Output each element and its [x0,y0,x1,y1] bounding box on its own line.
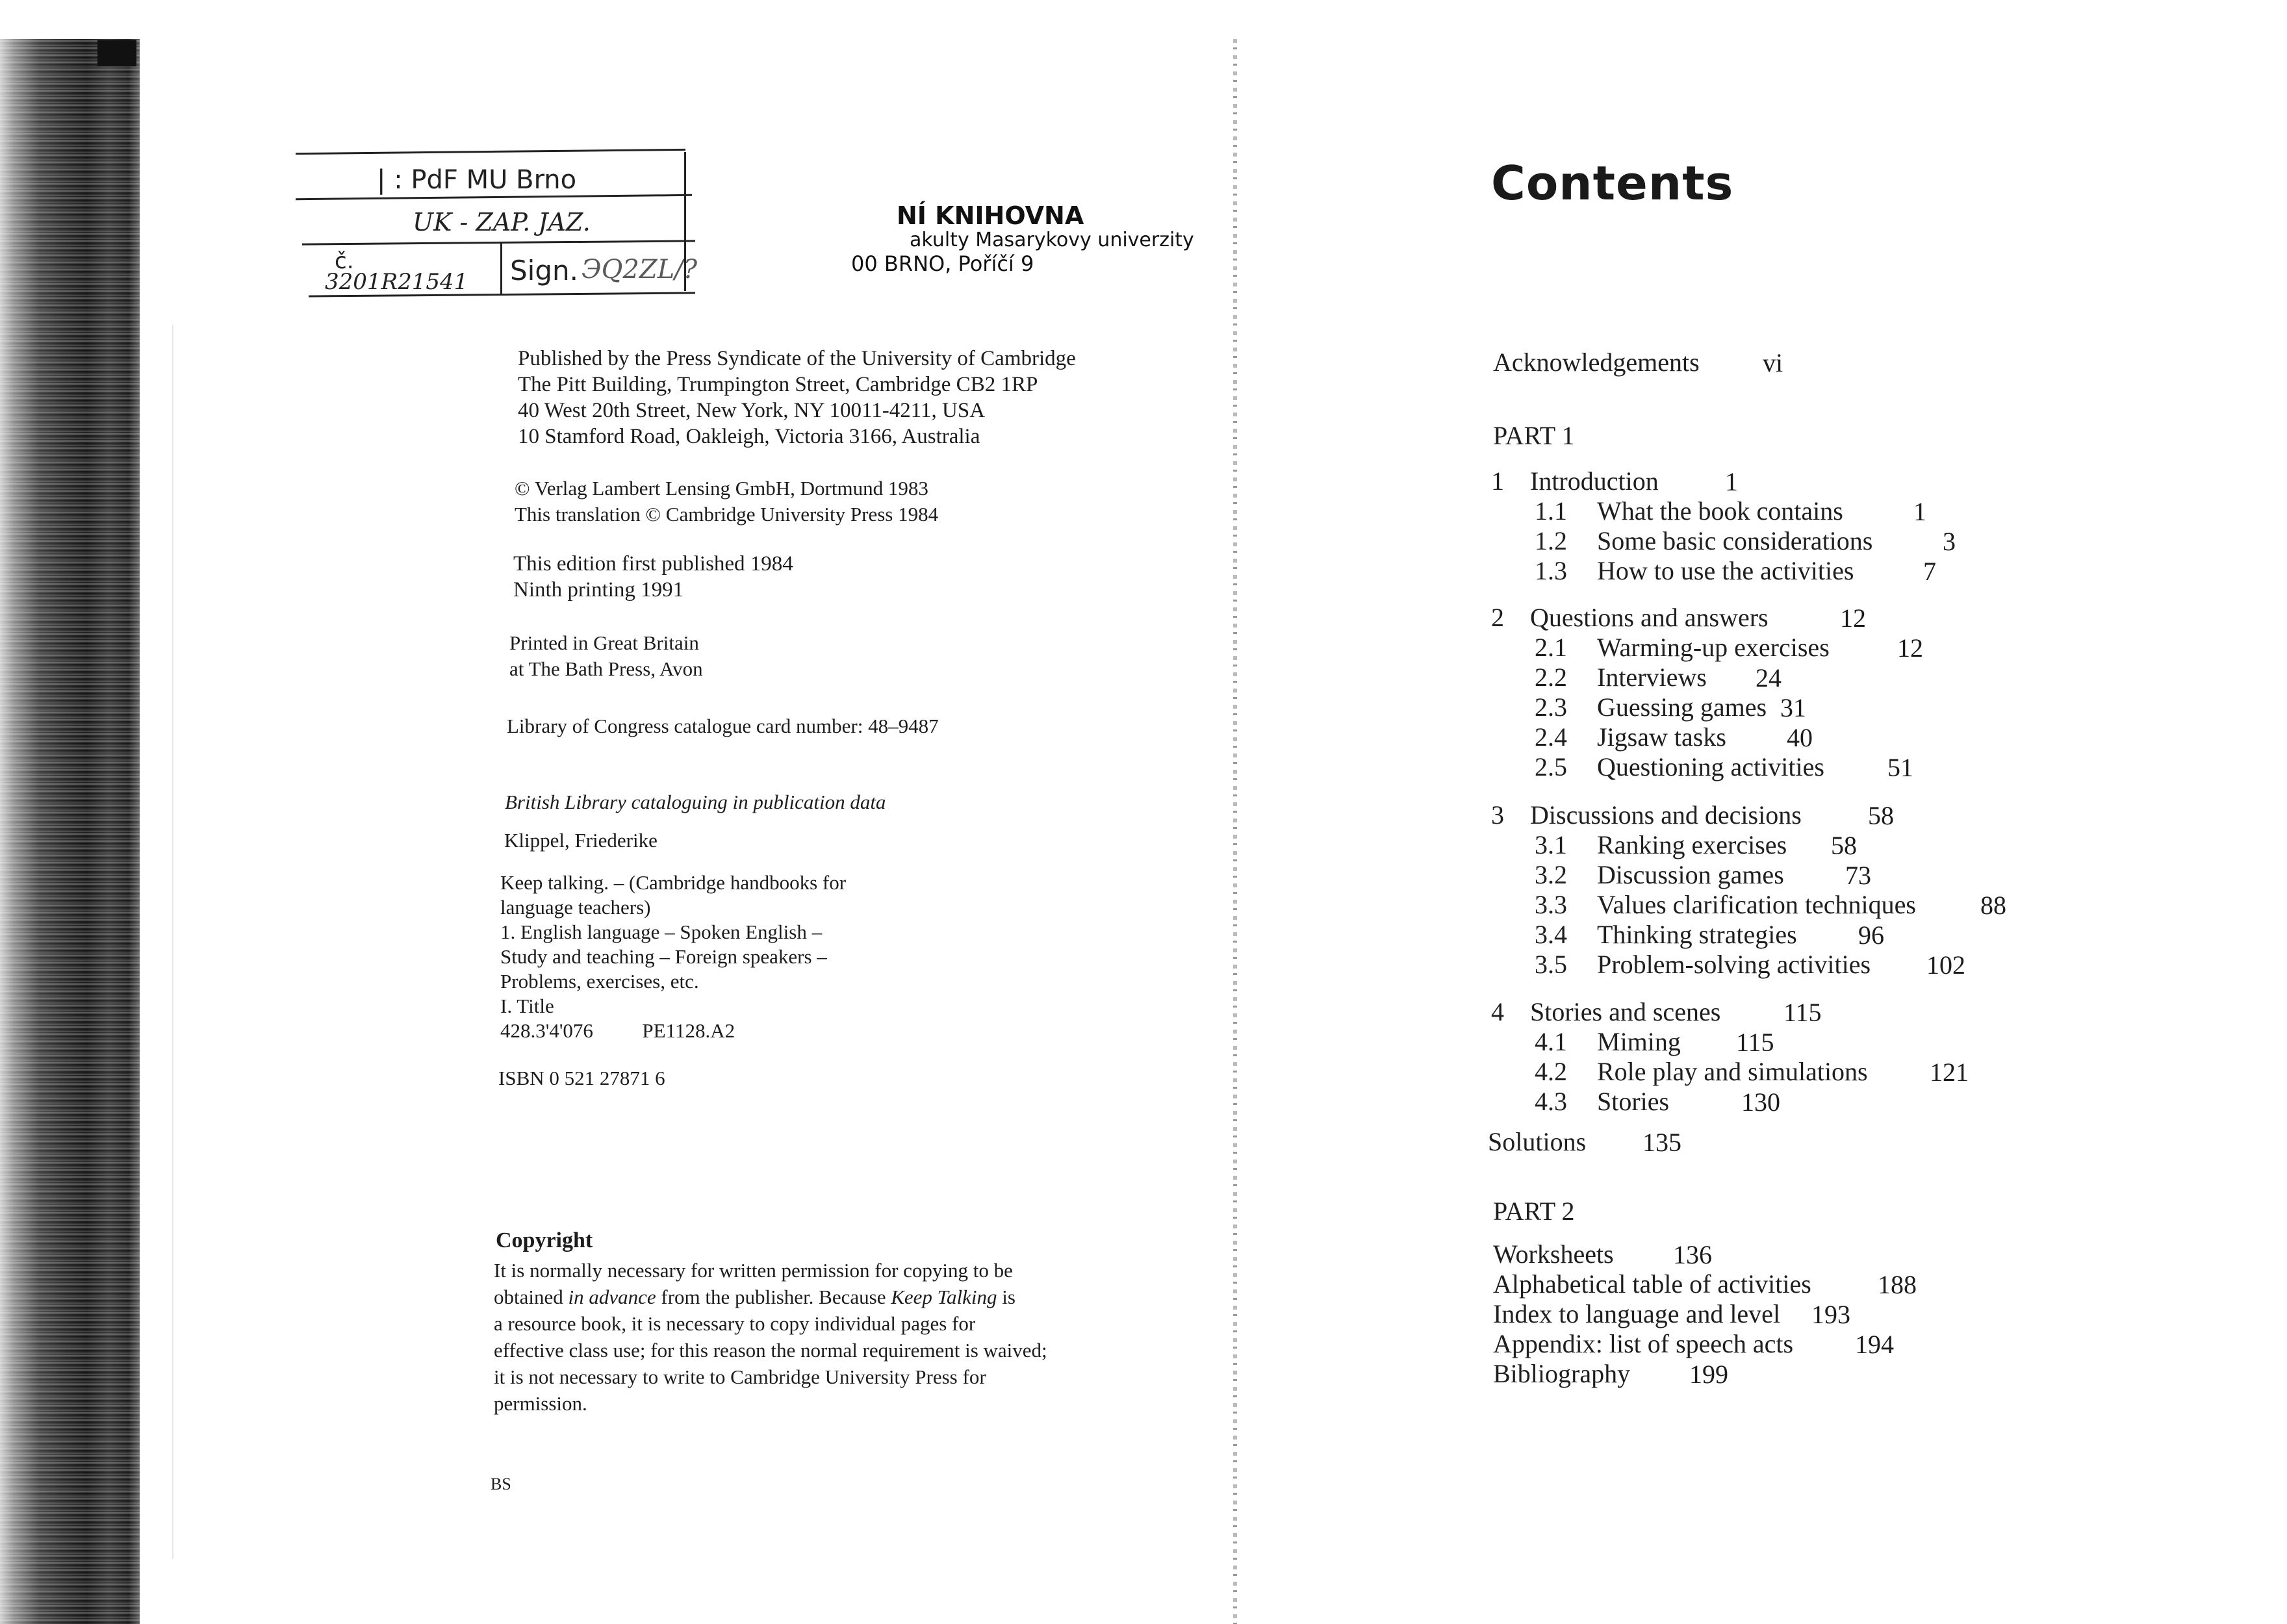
toc-chapter-page: 1 [1725,467,1738,496]
loc-card-number: Library of Congress catalogue card number: 48–9487 [507,715,939,737]
notice-line: obtained in advance from the publisher. Because Keep Talking is [494,1286,1016,1308]
part-2-heading: PART 2 [1493,1197,1575,1226]
publisher-line: The Pitt Building, Trumpington Street, Cambridge CB2 1RP [518,373,1038,396]
toc-section-number: 1.3 [1535,556,1567,585]
toc-section-title: Interviews [1597,663,1707,692]
toc-section-title: Miming [1597,1027,1681,1056]
cip-heading: British Library cataloguing in publication data [505,791,886,813]
toc-section-page: 31 [1780,693,1806,722]
toc-chapter-page: 58 [1868,801,1894,830]
toc-section-title: Ranking exercises [1597,830,1787,859]
toc-section-number: 1.1 [1535,496,1567,526]
toc-section-page: 96 [1858,920,1884,950]
cip-classification: 428.3'4'076 [500,1019,593,1042]
cip-line: Keep talking. – (Cambridge handbooks for [500,871,847,894]
toc-part-2-item: Index to language and level [1493,1299,1781,1328]
publisher-line: 40 West 20th Street, New York, NY 10011-4211, USA [518,399,986,422]
stamp-accession-number: 3201R21541 [325,269,468,295]
stamp-line-1: | : PdF MU Brno [377,165,577,195]
toc-section-title: Thinking strategies [1597,920,1797,949]
notice-line: It is normally necessary for written permission for copying to be [494,1259,1013,1282]
toc-chapter-title: Discussions and decisions [1530,800,1802,830]
toc-acknowledgements: Acknowledgements [1493,348,1700,377]
notice-line: a resource book, it is necessary to copy individual pages for [494,1312,976,1335]
toc-section-number: 2.1 [1535,633,1567,662]
publisher-line: 10 Stamford Road, Oakleigh, Victoria 3166, Australia [518,425,980,448]
toc-section-page: 102 [1926,950,1965,980]
toc-section-page: 12 [1897,633,1923,663]
toc-section-number: 3.3 [1535,890,1567,919]
toc-section-title: Discussion games [1597,860,1784,889]
cip-lc-number: PE1128.A2 [642,1019,735,1042]
copyright-line: This translation © Cambridge University Press 1984 [515,503,939,526]
scan-binding-shadow [0,39,140,1624]
toc-part-2-page: 188 [1878,1270,1917,1299]
toc-chapter-page: 115 [1783,998,1822,1027]
toc-section-title: How to use the activities [1597,556,1854,585]
library-stamp-line-3: 00 BRNO, Poříčí 9 [851,251,1034,276]
toc-acknowledgements-page: vi [1763,348,1783,377]
toc-section-page: 115 [1736,1028,1774,1057]
toc-section-number: 1.2 [1535,526,1567,555]
toc-chapter-title: Questions and answers [1530,603,1769,632]
notice-line: effective class use; for this reason the normal requirement is waived; [494,1339,1047,1362]
scan-page-edge [172,325,173,1559]
toc-chapter-page: 12 [1840,603,1866,633]
copyright-statement [515,476,938,527]
toc-chapter-number: 3 [1491,800,1504,830]
toc-part-2-page: 193 [1811,1300,1850,1329]
toc-section-number: 2.2 [1535,663,1567,692]
stamp-number-prefix: č. [335,248,354,274]
cip-line: Study and teaching – Foreign speakers – [500,945,827,968]
toc-chapter-number: 2 [1491,603,1504,632]
toc-section-title: Warming-up exercises [1597,633,1830,662]
toc-section-page: 7 [1923,557,1936,586]
toc-section-number: 3.5 [1535,950,1567,979]
toc-section-page: 121 [1930,1058,1969,1087]
printer-info [509,630,703,682]
publisher-line: Published by the Press Syndicate of the University of Cambridge [518,347,1076,370]
library-stamp-line-2: akulty Masarykovy univerzity [910,229,1194,251]
notice-line: it is not necessary to write to Cambridge University Press for [494,1365,986,1388]
cip-subject-block [500,870,846,1043]
toc-section-number: 4.3 [1535,1087,1567,1116]
edition-line: Ninth printing 1991 [513,578,684,602]
toc-part-2-item: Alphabetical table of activities [1493,1269,1811,1299]
toc-chapter-number: 4 [1491,997,1504,1026]
toc-section-number: 2.4 [1535,722,1567,752]
toc-section-title: Questioning activities [1597,752,1824,781]
toc-solutions-page: 135 [1642,1128,1681,1157]
toc-section-title: Stories [1597,1087,1670,1116]
library-ownership-stamp [296,151,698,307]
edition-line: This edition first published 1984 [513,552,793,576]
toc-section-page: 1 [1913,497,1926,526]
scan-gutter-line [1233,39,1237,1624]
printer-footer-code: BS [491,1475,511,1493]
toc-section-page: 40 [1787,723,1813,752]
toc-part-2-page: 194 [1855,1330,1894,1359]
toc-section-title: Values clarification techniques [1597,890,1916,919]
printer-line: Printed in Great Britain [509,631,699,654]
stamp-handwritten-signature: ЭQ2ZL/? [581,255,698,285]
toc-part-2-item: Appendix: list of speech acts [1493,1329,1794,1358]
cip-line: Problems, exercises, etc. [500,970,699,993]
toc-part-2-item: Worksheets [1493,1239,1614,1269]
toc-section-page: 24 [1756,663,1782,692]
copyright-heading: Copyright [496,1228,593,1252]
toc-chapter-title: Stories and scenes [1530,997,1721,1026]
toc-section-page: 58 [1831,831,1857,860]
publisher-address [518,346,1076,450]
isbn: ISBN 0 521 27871 6 [498,1067,665,1089]
toc-part-2-item: Bibliography [1493,1359,1631,1388]
part-1-heading: PART 1 [1493,421,1575,450]
toc-section-number: 2.5 [1535,752,1567,781]
copyright-line: © Verlag Lambert Lensing GmbH, Dortmund 1983 [515,477,928,500]
toc-section-page: 73 [1845,861,1871,890]
toc-section-title: What the book contains [1597,496,1843,526]
toc-section-title: Jigsaw tasks [1597,722,1726,752]
printer-line: at The Bath Press, Avon [509,657,703,680]
toc-solutions: Solutions [1488,1127,1587,1156]
scan-binding-corner [97,40,136,66]
toc-section-page: 88 [1980,891,2006,920]
cip-line: language teachers) [500,896,651,919]
toc-section-title: Some basic considerations [1597,526,1873,555]
toc-section-number: 2.3 [1535,692,1567,722]
library-address-stamp [825,201,1194,276]
toc-section-title: Problem-solving activities [1597,950,1871,979]
toc-part-2-page: 199 [1689,1360,1728,1389]
edition-info [513,551,793,603]
toc-section-number: 3.2 [1535,860,1567,889]
library-stamp-line-1: NÍ KNIHOVNA [897,201,1084,230]
toc-section-number: 3.4 [1535,920,1567,949]
toc-section-page: 51 [1887,753,1913,782]
toc-section-number: 4.1 [1535,1027,1567,1056]
toc-part-2-page: 136 [1673,1240,1712,1269]
toc-section-title: Role play and simulations [1597,1057,1868,1086]
toc-section-number: 3.1 [1535,830,1567,859]
toc-chapter-number: 1 [1491,466,1504,496]
notice-line: permission. [494,1392,587,1415]
toc-section-number: 4.2 [1535,1057,1567,1086]
toc-section-page: 3 [1943,527,1956,556]
cip-author: Klippel, Friederike [504,829,658,852]
toc-section-title: Guessing games [1597,692,1767,722]
page-title: Contents [1491,156,1734,210]
stamp-line-2: UK - ZAP. JAZ. [413,208,591,236]
stamp-sign-label: Sign. [510,255,578,286]
toc-section-page: 130 [1741,1087,1780,1117]
cip-line: 1. English language – Spoken English – [500,920,823,943]
toc-chapter-title: Introduction [1530,466,1659,496]
cip-line: I. Title [500,995,554,1017]
copyright-notice [494,1257,1047,1417]
cip-classification-row [500,1019,846,1043]
